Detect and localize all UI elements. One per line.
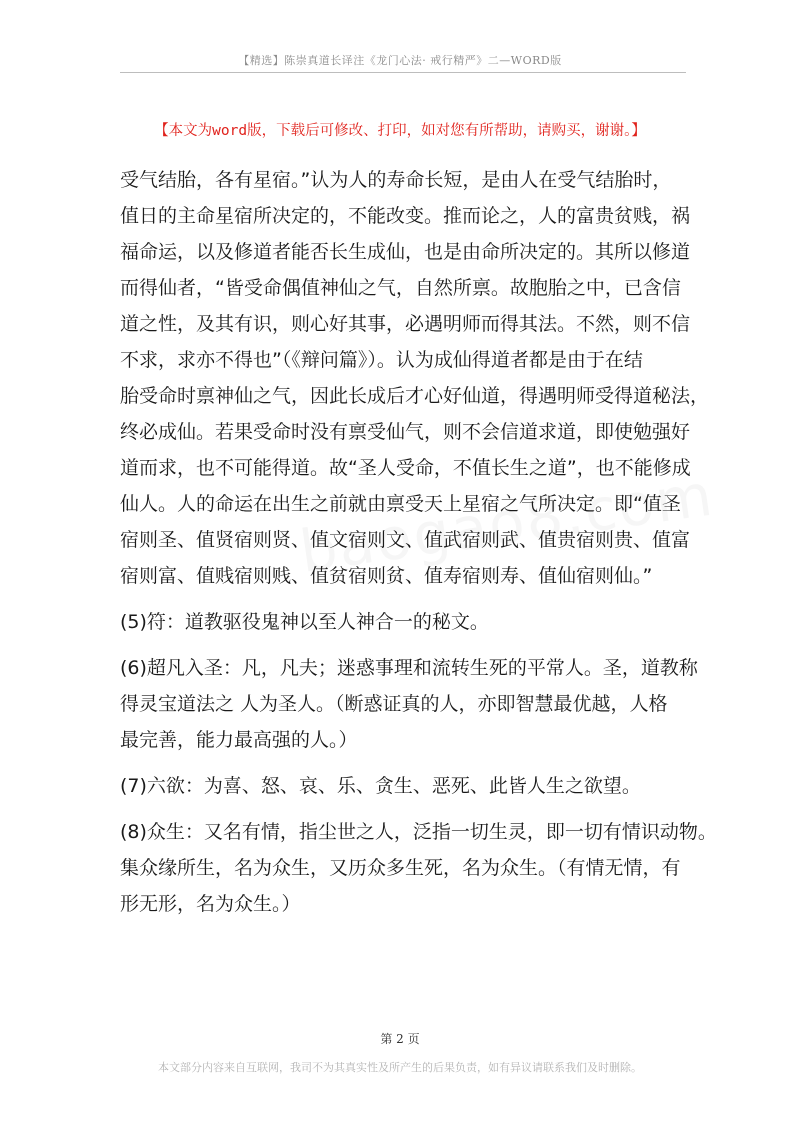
text-line: 值日的主命星宿所决定的，不能改变。推而论之，人的富贵贫贱，祸 <box>120 205 691 227</box>
paragraph-gap <box>120 640 692 650</box>
note-7 <box>120 768 692 804</box>
paragraph-gap <box>120 804 692 814</box>
text-line: 受气结胎，各有星宿。”认为人的寿命长短，是由人在受气结胎时， <box>120 169 672 191</box>
text-line: 得灵宝道法之 人为圣人。（断惑证真的人，亦即智慧最优越，人格 <box>120 693 668 715</box>
note-6 <box>120 650 698 758</box>
text-line: 形无形，名为众生。） <box>120 893 301 915</box>
note-8 <box>120 814 717 922</box>
text-line: 宿则富、值贱宿则贱、值贫宿则贫、值寿宿则寿、值仙宿则仙。” <box>120 565 653 587</box>
paragraph-gap <box>120 594 692 604</box>
document-body <box>120 162 717 922</box>
page-number: 第 2 页 <box>380 1032 420 1046</box>
note-5 <box>120 604 692 640</box>
download-notice: 【本文为word版，下载后可修改、打印，如对您有所帮助，请购买，谢谢。】 <box>154 123 646 139</box>
text-line: 集众缘所生，名为众生，又历众多生死，名为众生。（有情无情，有 <box>120 857 681 879</box>
footer-disclaimer: 本文部分内容来自互联网，我司不为其真实性及所产生的后果负责，如有异议请联系我们及时删除。 <box>158 1061 642 1074</box>
paragraph <box>120 162 710 594</box>
text-line: (6)超凡入圣：凡，凡夫；迷惑事理和流转生死的平常人。圣，道教称 <box>120 657 698 679</box>
page-header: 【精选】陈崇真道长译注《龙门心法· 戒行精严》二—WORD版 <box>238 54 562 67</box>
text-line: (7)六欲：为喜、怒、哀、乐、贪生、恶死、此皆人生之欲望。 <box>120 775 641 797</box>
text-line: 道之性，及其有识，则心好其事，必遇明师而得其法。不然，则不信 <box>120 313 691 335</box>
paragraph-gap <box>120 758 692 768</box>
text-line: 福命运，以及修道者能否长生成仙，也是由命所决定的。其所以修道 <box>120 241 691 263</box>
text-line: 仙人。人的命运在出生之前就由禀受天上星宿之气所决定。即“值圣 <box>120 493 681 515</box>
text-line: 最完善，能力最高强的人。） <box>120 729 358 751</box>
text-line: 胎受命时禀神仙之气，因此长成后才心好仙道，得遇明师受得道秘法， <box>120 385 710 407</box>
header-divider <box>120 72 686 73</box>
text-line: 道而求，也不可能得道。故“圣人受命，不值长生之道”，也不能修成 <box>120 457 691 479</box>
text-line: (8)众生：又名有情，指尘世之人，泛指一切生灵，即一切有情识动物。 <box>120 821 717 843</box>
text-line: 宿则圣、值贤宿则贤、值文宿则文、值武宿则武、值贵宿则贵、值富 <box>120 529 691 551</box>
text-line: 不求，求亦不得也”（《辩问篇》）。认为成仙得道者都是由于在结 <box>120 349 643 371</box>
text-line: 而得仙者，“皆受命偶值神仙之气，自然所禀。故胞胎之中，已含信 <box>120 277 681 299</box>
text-line: (5)符：道教驱役鬼神以至人神合一的秘文。 <box>120 611 489 633</box>
text-line: 终必成仙。若果受命时没有禀受仙气，则不会信道求道，即使勉强好 <box>120 421 691 443</box>
